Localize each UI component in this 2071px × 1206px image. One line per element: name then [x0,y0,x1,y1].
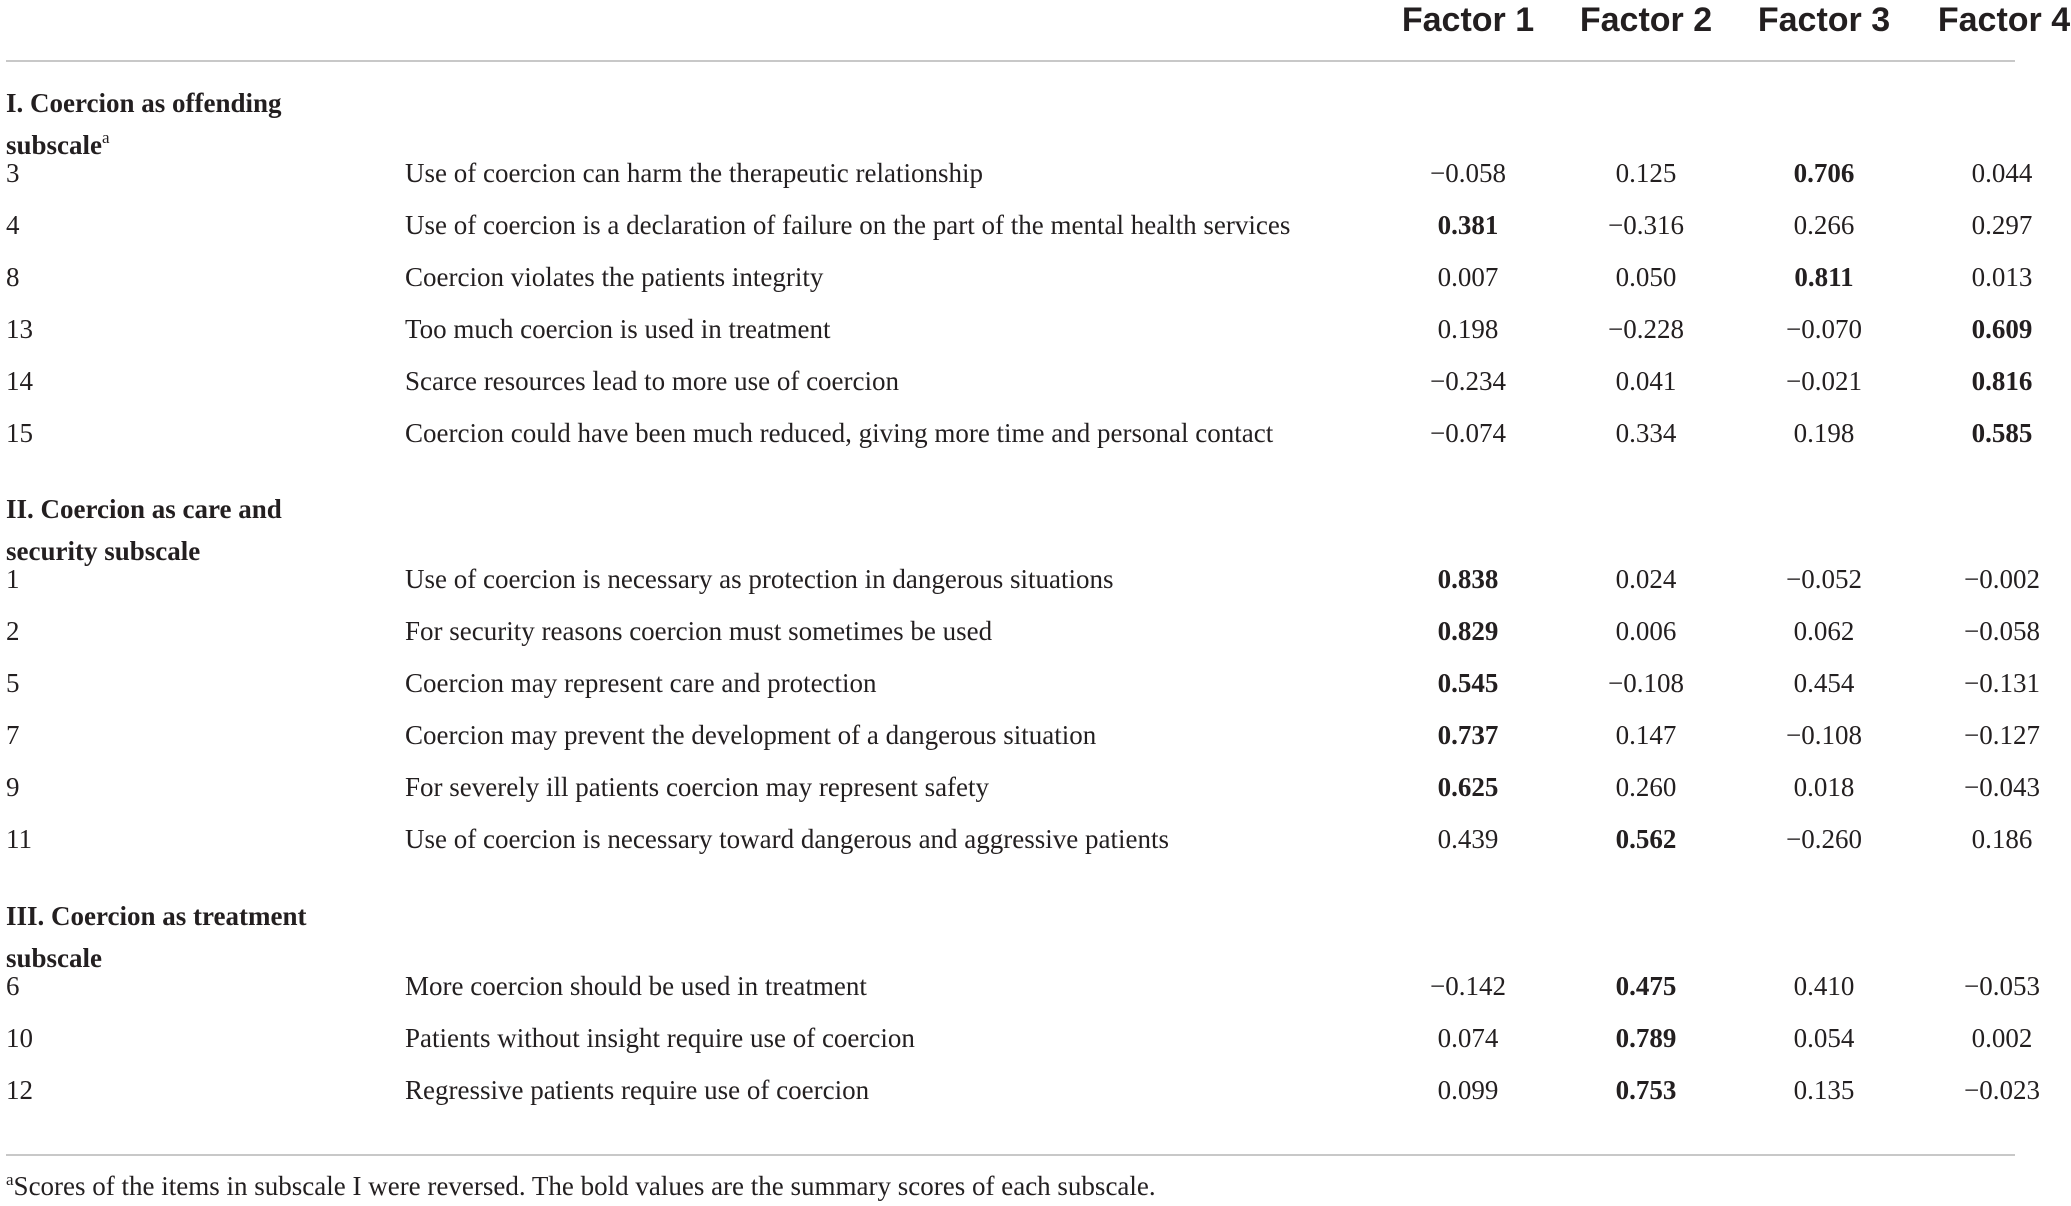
section-title-line: subscale [6,130,103,160]
table-row [0,303,2071,355]
item-text: Use of coercion is necessary toward dangerous and aggressive patients [405,824,1169,854]
table-row [0,251,2071,303]
header-factor-2: Factor 2 [1579,1,1713,39]
item-number: 12 [6,1075,33,1105]
factor-2-loading: −0.316 [1608,210,1684,240]
item-number: 5 [6,668,20,698]
factor-2-loading: 0.334 [1615,418,1677,448]
factor-1-loading: 0.545 [1437,668,1499,698]
item-number: 1 [6,564,20,594]
factor-3-loading: −0.052 [1786,564,1862,594]
footnote-marker: a [6,1170,14,1189]
factor-2-loading: 0.125 [1615,158,1677,188]
factor-4-loading: −0.043 [1964,772,2040,802]
factor-1-loading: 0.829 [1437,616,1499,646]
footnote-marker: a [102,128,110,147]
table-footnote [6,1166,1156,1206]
factor-2-loading: 0.260 [1615,772,1677,802]
item-number: 14 [6,366,33,396]
factor-3-loading: 0.454 [1793,668,1855,698]
item-number: 13 [6,314,33,344]
header-factor-4: Factor 4 [1937,1,2071,39]
factor-3-loading: 0.198 [1793,418,1855,448]
factor-1-loading: 0.625 [1437,772,1499,802]
section-title-line: II. Coercion as care and [6,494,282,524]
section-title-line: security subscale [6,536,201,566]
factor-1-loading: −0.234 [1430,366,1506,396]
item-text: More coercion should be used in treatment [405,971,867,1001]
factor-4-loading: 0.186 [1971,824,2033,854]
table-row [0,960,2071,1012]
table-row [0,761,2071,813]
factor-4-loading: 0.816 [1971,366,2033,396]
factor-1-loading: 0.737 [1437,720,1499,750]
factor-3-loading: 0.135 [1793,1075,1855,1105]
item-text: Coercion violates the patients integrity [405,262,824,292]
factor-3-loading: 0.062 [1793,616,1855,646]
table-row [0,147,2071,199]
item-text: Coercion could have been much reduced, giving more time and personal contact [405,418,1274,448]
factor-3-loading: −0.260 [1786,824,1862,854]
item-text: For severely ill patients coercion may represent safety [405,772,990,802]
table-row [0,1012,2071,1064]
section-title-line: III. Coercion as treatment [6,901,307,931]
item-number: 10 [6,1023,33,1053]
factor-3-loading: −0.021 [1786,366,1862,396]
factor-1-loading: −0.074 [1430,418,1506,448]
factor-2-loading: −0.228 [1608,314,1684,344]
factor-3-loading: 0.054 [1793,1023,1855,1053]
section-title-line: subscale [6,943,103,973]
item-text: Patients without insight require use of coercion [405,1023,915,1053]
header-factor-3: Factor 3 [1757,1,1891,39]
factor-3-loading: 0.266 [1793,210,1855,240]
factor-2-loading: 0.789 [1615,1023,1677,1053]
factor-4-loading: 0.013 [1971,262,2033,292]
factor-2-loading: 0.006 [1615,616,1677,646]
item-text: Scarce resources lead to more use of coercion [405,366,900,396]
factor-2-loading: 0.050 [1615,262,1677,292]
item-number: 9 [6,772,20,802]
factor-4-loading: 0.585 [1971,418,2033,448]
factor-3-loading: 0.706 [1793,158,1855,188]
factor-1-loading: 0.838 [1437,564,1499,594]
factor-3-loading: −0.070 [1786,314,1862,344]
table-row [0,355,2071,407]
item-number: 3 [6,158,20,188]
header-factor-1: Factor 1 [1401,1,1535,39]
factor-1-loading: 0.099 [1437,1075,1499,1105]
item-number: 8 [6,262,20,292]
factor-4-loading: −0.023 [1964,1075,2040,1105]
factor-3-loading: 0.811 [1794,262,1854,292]
item-number: 15 [6,418,33,448]
footer-rule [6,1154,2015,1156]
factor-4-loading: 0.609 [1971,314,2033,344]
factor-4-loading: −0.131 [1964,668,2040,698]
item-text: Regressive patients require use of coercion [405,1075,870,1105]
item-text: For security reasons coercion must sometimes be used [405,616,993,646]
factor-3-loading: 0.410 [1793,971,1855,1001]
table-row [0,553,2071,605]
factor-4-loading: 0.297 [1971,210,2033,240]
table-row [0,407,2071,459]
factor-1-loading: 0.074 [1437,1023,1499,1053]
factor-4-loading: −0.053 [1964,971,2040,1001]
factor-4-loading: −0.002 [1964,564,2040,594]
factor-1-loading: −0.142 [1430,971,1506,1001]
item-text: Too much coercion is used in treatment [405,314,831,344]
factor-1-loading: 0.439 [1437,824,1499,854]
item-number: 4 [6,210,20,240]
factor-2-loading: 0.753 [1615,1075,1677,1105]
factor-3-loading: 0.018 [1793,772,1855,802]
factor-2-loading: 0.147 [1615,720,1677,750]
item-number: 6 [6,971,20,1001]
item-text: Coercion may represent care and protection [405,668,877,698]
table-row [0,199,2071,251]
factor-2-loading: 0.041 [1615,366,1677,396]
factor-1-loading: 0.198 [1437,314,1499,344]
item-text: Coercion may prevent the development of a dangerous situation [405,720,1097,750]
factor-4-loading: 0.044 [1971,158,2033,188]
factor-1-loading: 0.381 [1437,210,1499,240]
factor-2-loading: 0.024 [1615,564,1677,594]
item-text: Use of coercion is necessary as protection in dangerous situations [405,564,1114,594]
item-text: Use of coercion can harm the therapeutic relationship [405,158,984,188]
factor-4-loading: −0.127 [1964,720,2040,750]
table-row [0,605,2071,657]
factor-1-loading: 0.007 [1437,262,1499,292]
factor-2-loading: 0.562 [1615,824,1677,854]
footnote-text: Scores of the items in subscale I were reversed. The bold values are the summary scores of each subscale. [13,1171,1156,1201]
item-number: 2 [6,616,20,646]
item-text: Use of coercion is a declaration of failure on the part of the mental health services [405,210,1291,240]
factor-2-loading: 0.475 [1615,971,1677,1001]
item-number: 11 [6,824,32,854]
factor-2-loading: −0.108 [1608,668,1684,698]
factor-4-loading: 0.002 [1971,1023,2033,1053]
table-row [0,1064,2071,1116]
table-row [0,657,2071,709]
section-title-line: I. Coercion as offending [6,88,282,118]
header-rule [6,60,2015,62]
item-number: 7 [6,720,20,750]
factor-1-loading: −0.058 [1430,158,1506,188]
table-row [0,709,2071,761]
table-row [0,813,2071,865]
factor-4-loading: −0.058 [1964,616,2040,646]
factor-3-loading: −0.108 [1786,720,1862,750]
